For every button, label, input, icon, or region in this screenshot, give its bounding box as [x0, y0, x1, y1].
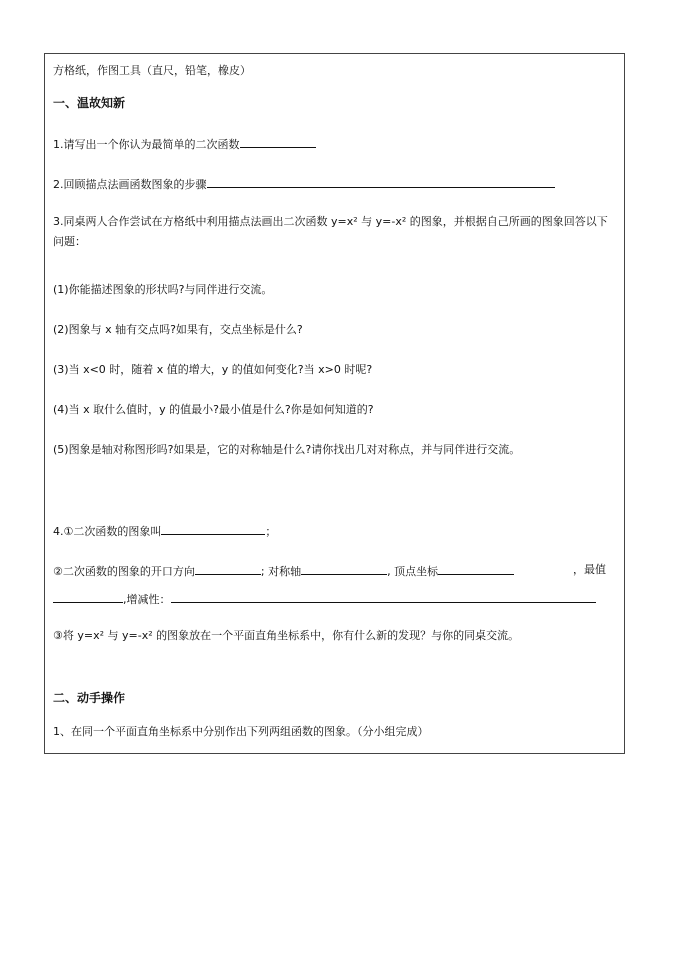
question-4a [53, 523, 276, 539]
task-1: 1、在同一个平面直角坐标系中分别作出下列两组函数的图象。（分小组完成） [53, 725, 429, 738]
sub-question-2: (2)图象与 x 轴有交点吗?如果有，交点坐标是什么? [53, 323, 303, 336]
question-4b-cont [53, 591, 596, 607]
question-4b-text: ，最值 [573, 563, 606, 576]
question-2 [53, 176, 555, 192]
question-2-text: 2.回顾描点法画函数图象的步骤 [53, 178, 207, 191]
question-4b-text: ,增减性： [123, 593, 171, 606]
answer-blank[interactable] [240, 136, 316, 148]
section1-title: 一、温故知新 [53, 96, 126, 110]
question-4b-part [53, 563, 514, 579]
question-4b-row [53, 563, 606, 579]
answer-blank[interactable] [53, 591, 123, 603]
worksheet-frame [44, 53, 625, 754]
section2-title: 二、动手操作 [53, 691, 126, 705]
question-1 [53, 136, 316, 152]
question-4c: ③将 y=x² 与 y=-x² 的图象放在一个平面直角坐标系中，你有什么新的发现？与你的同桌交流。 [53, 629, 520, 642]
question-3: 3.同桌两人合作尝试在方格纸中利用描点法画出二次函数 y=x² 与 y=-x² 的图象，并根据自己所画的图象回答以下问题： [53, 215, 608, 248]
question-1-text: 1.请写出一个你认为最简单的二次函数 [53, 138, 240, 151]
answer-blank[interactable] [161, 523, 265, 535]
question-4b-text: ; 对称轴 [260, 565, 302, 578]
sub-question-1: (1)你能描述图象的形状吗?与同伴进行交流。 [53, 283, 273, 296]
question-4b-text: ②二次函数的图象的开口方向 [53, 565, 195, 578]
answer-blank[interactable] [438, 563, 514, 575]
sub-question-3: (3)当 x<0 时，随着 x 值的增大，y 的值如何变化?当 x>0 时呢? [53, 363, 373, 376]
sub-question-5: (5)图象是轴对称图形吗?如果是，它的对称轴是什么?请你找出几对对称点，并与同伴进行交流。 [53, 443, 521, 456]
question-4a-text: 4.①二次函数的图象叫 [53, 525, 162, 538]
answer-blank[interactable] [171, 591, 596, 603]
answer-blank[interactable] [301, 563, 387, 575]
answer-blank[interactable] [207, 176, 555, 188]
sub-question-4: (4)当 x 取什么值时，y 的值最小?最小值是什么?你是如何知道的? [53, 403, 374, 416]
question-4a-suffix: ； [265, 525, 277, 538]
answer-blank[interactable] [195, 563, 261, 575]
question-4b [53, 563, 606, 579]
question-4b-text: , 顶点坐标 [387, 565, 439, 578]
tools-line: 方格纸，作图工具（直尺，铅笔，橡皮） [53, 64, 251, 77]
